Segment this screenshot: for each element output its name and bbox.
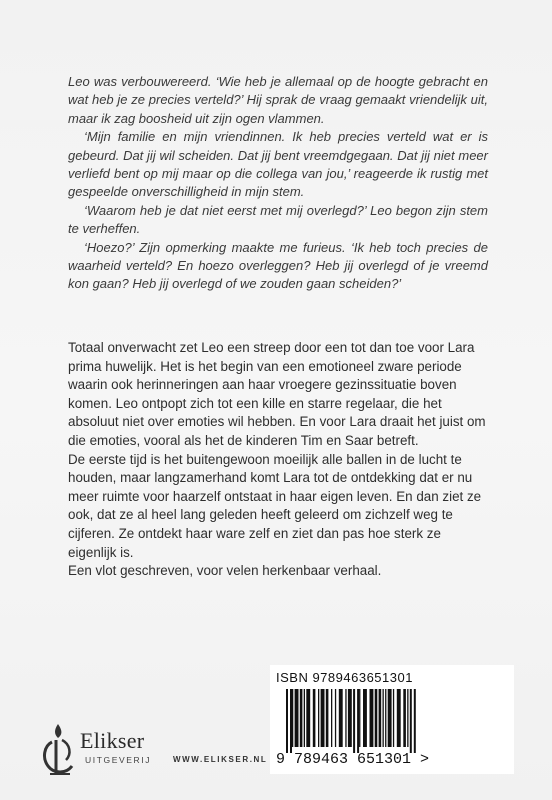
publisher-emblem-icon	[36, 722, 80, 778]
blurb-paragraph: Totaal onverwacht zet Leo een streep door een tot dan toe voor Lara prima huwelijk. Het is het begin van een emotioneel zware periode waarin ook herinneringen aan haar vroegere gezinssituatie boven komen. Leo ontpopt zich tot een kille en starre regelaar, die het absoluut niet over emoties wil hebben. En voor Lara draait het juist om die emoties, vooral als het de kinderen Tim en Saar betreft.	[68, 340, 486, 448]
blurb-paragraph: Een vlot geschreven, voor velen herkenbaar verhaal.	[68, 563, 382, 579]
barcode-digits: 9 789463 651301 >	[276, 751, 430, 768]
publisher-name: Elikser	[80, 728, 145, 753]
excerpt-paragraph: ‘Hoezo?’ Zijn opmerking maakte me furieus. ‘Ik heb toch precies de waarheid verteld? En hoezo overleggen? Heb jij overlegd of je vreemd kon gaan? Heb jij overlegd of we zouden gaan scheiden?’	[68, 239, 488, 292]
publisher-tagline: UITGEVERIJ	[85, 755, 152, 765]
excerpt-paragraph: ‘Waarom heb je dat niet eerst met mij overlegd?’ Leo begon zijn stem te verheffen.	[68, 202, 488, 237]
excerpt	[68, 73, 488, 294]
excerpt-paragraph: ‘Mijn familie en mijn vriendinnen. Ik heb precies verteld wat er is gebeurd. Dat jij wil scheiden. Dat jij bent vreemdgegaan. Dat jij niet meer verliefd bent op mij maar op die collega van jou,’ reageerde ik rustig met gespeelde onverschilligheid in mijn stem.	[68, 129, 488, 200]
publisher-website: WWW.ELIKSER.NL	[173, 755, 268, 764]
blurb	[68, 339, 492, 581]
barcode	[284, 689, 500, 753]
publisher-logo	[36, 722, 186, 778]
isbn-label: ISBN 9789463651301	[276, 670, 413, 685]
barcode-area	[270, 665, 514, 774]
excerpt-paragraph: Leo was verbouwereerd. ‘Wie heb je allemaal op de hoogte gebracht en wat heb je ze precies verteld?’ Hij sprak de vraag gemaakt vriendelijk uit, maar ik zag boosheid uit zijn ogen vlammen.	[68, 74, 488, 126]
blurb-paragraph: De eerste tijd is het buitengewoon moeilijk alle ballen in de lucht te houden, maar langzamerhand komt Lara tot de ontdekking dat er nu meer ruimte voor haarzelf ontstaat in haar eigen leven. En dan ziet ze ook, dat ze al heel lang geleden heeft geleerd om zichzelf weg te cijferen. Ze ontdekt haar ware zelf en ziet dan pas hoe sterk ze eigenlijk is.	[68, 451, 482, 560]
